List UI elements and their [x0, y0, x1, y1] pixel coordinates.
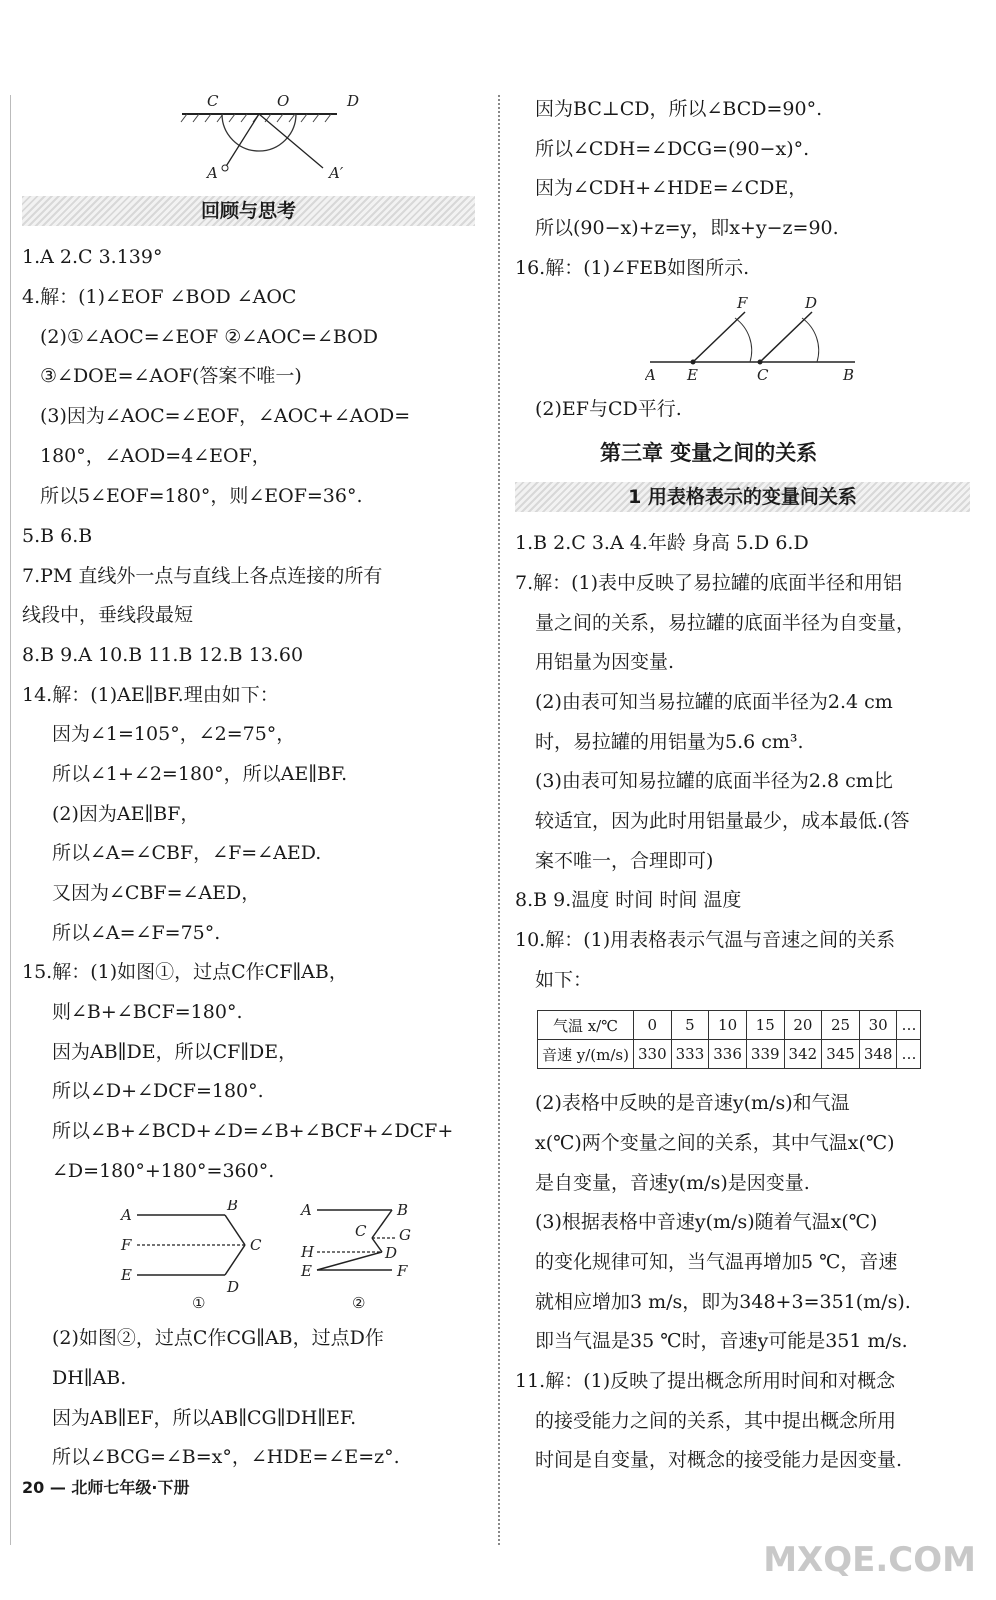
answer-line: 则∠B+∠BCF=180°.	[52, 1001, 243, 1023]
answer-line: 是自变量，音速y(m/s)是因变量.	[535, 1172, 810, 1194]
fig1-label-f: F	[121, 1236, 132, 1254]
answer-line: 所以∠1+∠2=180°，所以AE∥BF.	[52, 763, 348, 785]
figure-1	[117, 1200, 277, 1310]
answer-line: 时，易拉罐的用铝量为5.6 cm³.	[535, 731, 804, 753]
answer-line: 10.解：(1)用表格表示气温与音速之间的关系	[515, 929, 896, 951]
fig16-label-f: F	[737, 294, 748, 312]
table-cell: 333	[671, 1040, 709, 1069]
answer-line: DH∥AB.	[52, 1367, 127, 1389]
answer-line: 所以∠D+∠DCF=180°.	[52, 1080, 264, 1102]
left-margin-rule	[10, 95, 11, 1545]
table-cell: 348	[859, 1040, 897, 1069]
figure-16	[645, 292, 865, 387]
mirror-figure	[177, 92, 377, 187]
answer-line: (3)因为∠AOC=∠EOF，∠AOC+∠AOD=	[40, 405, 411, 427]
answer-line: 即当气温是35 ℃时，音速y可能是351 m/s.	[535, 1330, 908, 1352]
table-cell: 342	[784, 1040, 822, 1069]
fig-label-d: D	[347, 92, 360, 110]
fig16-label-e: E	[687, 366, 698, 384]
temperature-speed-table	[537, 1010, 921, 1069]
answer-line: 案不唯一，合理即可)	[535, 850, 714, 872]
answer-line: 15.解：(1)如图①，过点C作CF∥AB，	[22, 961, 348, 983]
fig1-label-c: C	[250, 1236, 262, 1254]
fig1-label-e: E	[121, 1266, 132, 1284]
table-cell: 30	[859, 1011, 897, 1040]
answer-line: 的变化规律可知，当气温再增加5 ℃，音速	[535, 1251, 898, 1273]
answer-line: x(℃)两个变量之间的关系，其中气温x(℃)	[535, 1132, 895, 1154]
section-title-tables: 1 用表格表示的变量间关系	[515, 482, 970, 512]
answer-line: 8.B 9.A 10.B 11.B 12.B 13.60	[22, 644, 304, 666]
answer-line: (2)表格中反映的是音速y(m/s)和气温	[535, 1092, 850, 1114]
fig-label-a: A	[207, 164, 218, 182]
answer-line: (2)①∠AOC=∠EOF ②∠AOC=∠BOD	[40, 326, 378, 348]
table-cell: 0	[633, 1011, 671, 1040]
answer-line: 11.解：(1)反映了提出概念所用时间和对概念	[515, 1370, 896, 1392]
page-footer: 20 — 北师七年级·下册	[22, 1478, 190, 1497]
table-row	[538, 1011, 921, 1040]
answer-line: 量之间的关系，易拉罐的底面半径为自变量，	[535, 612, 916, 634]
answer-line: 所以∠A=∠CBF，∠F=∠AED.	[52, 842, 322, 864]
fig2-label-b: B	[397, 1201, 409, 1219]
fig2-label-c: C	[355, 1222, 367, 1240]
table-cell: 20	[784, 1011, 822, 1040]
fig1-label-a: A	[121, 1206, 132, 1224]
answer-line: (2)因为AE∥BF，	[52, 803, 200, 825]
answer-line: 16.解：(1)∠FEB如图所示.	[515, 257, 750, 279]
answer-line: ③∠DOE=∠AOF(答案不唯一)	[40, 365, 302, 387]
answer-line: 所以∠BCG=∠B=x°，∠HDE=∠E=z°.	[52, 1446, 400, 1468]
table-cell: …	[897, 1040, 921, 1069]
column-divider	[498, 95, 500, 1545]
answer-line: 所以∠CDH=∠DCG=(90−x)°.	[535, 138, 810, 160]
table-cell: …	[897, 1011, 921, 1040]
fig16-label-a: A	[645, 366, 656, 384]
table-cell: 339	[746, 1040, 784, 1069]
fig16-label-b: B	[843, 366, 855, 384]
fig2-label-d: D	[385, 1244, 398, 1262]
answer-line: (2)由表可知当易拉罐的底面半径为2.4 cm	[535, 691, 893, 713]
answer-line: 所以∠B+∠BCD+∠D=∠B+∠BCF+∠DCF+	[52, 1120, 454, 1142]
section-title-review: 回顾与思考	[22, 196, 475, 226]
table-cell: 气温 x/℃	[538, 1011, 634, 1040]
answer-line: ∠D=180°+180°=360°.	[52, 1160, 275, 1182]
fig16-label-d: D	[805, 294, 818, 312]
answer-line: 所以∠A=∠F=75°.	[52, 922, 221, 944]
answer-line: 8.B 9.温度 时间 时间 温度	[515, 889, 742, 911]
answer-line: 7.PM 直线外一点与直线上各点连接的所有	[22, 565, 383, 587]
answer-line: (2)EF与CD平行.	[535, 398, 682, 420]
fig1-caption: ①	[192, 1294, 206, 1310]
table-cell: 15	[746, 1011, 784, 1040]
answer-line: (3)由表可知易拉罐的底面半径为2.8 cm比	[535, 770, 893, 792]
answer-line: (2)如图②，过点C作CG∥AB，过点D作	[52, 1327, 384, 1349]
table-cell: 330	[633, 1040, 671, 1069]
fig2-label-g: G	[399, 1226, 411, 1244]
answer-line: 因为∠CDH+∠HDE=∠CDE，	[535, 177, 808, 199]
answer-line: 如下：	[535, 969, 593, 991]
fig-label-o: O	[277, 92, 290, 110]
table-cell: 336	[709, 1040, 747, 1069]
table-cell: 25	[822, 1011, 860, 1040]
fig1-label-b: B	[227, 1200, 239, 1214]
table-cell: 10	[709, 1011, 747, 1040]
answer-line: 5.B 6.B	[22, 525, 93, 547]
table-cell: 345	[822, 1040, 860, 1069]
answer-line: 因为AB∥EF，所以AB∥CG∥DH∥EF.	[52, 1407, 357, 1429]
answer-line: 7.解：(1)表中反映了易拉罐的底面半径和用铝	[515, 572, 903, 594]
answer-line: 180°，∠AOD=4∠EOF，	[40, 445, 271, 467]
answer-line: 线段中，垂线段最短	[22, 604, 194, 626]
watermark: MXQE.COM	[763, 1540, 976, 1580]
fig16-label-c: C	[757, 366, 769, 384]
answer-line: 1.B 2.C 3.A 4.年龄 身高 5.D 6.D	[515, 532, 809, 554]
table-row	[538, 1040, 921, 1069]
answer-line: 的接受能力之间的关系，其中提出概念所用	[535, 1410, 897, 1432]
table-cell: 5	[671, 1011, 709, 1040]
fig-label-c: C	[207, 92, 219, 110]
answer-line: 4.解：(1)∠EOF ∠BOD ∠AOC	[22, 286, 297, 308]
fig2-label-a: A	[301, 1201, 312, 1219]
answer-line: 所以5∠EOF=180°，则∠EOF=36°.	[40, 485, 363, 507]
fig2-label-f: F	[397, 1262, 408, 1280]
answer-line: 所以(90−x)+z=y，即x+y−z=90.	[535, 217, 839, 239]
fig1-label-d: D	[227, 1278, 240, 1296]
answer-line: 又因为∠CBF=∠AED，	[52, 882, 261, 904]
answer-line: 因为AB∥DE，所以CF∥DE，	[52, 1041, 298, 1063]
answer-line: 时间是自变量，对概念的接受能力是因变量.	[535, 1449, 903, 1471]
fig2-label-e: E	[301, 1262, 312, 1280]
answer-line: 因为∠1=105°，∠2=75°，	[52, 723, 296, 745]
answer-line: 用铝量为因变量.	[535, 651, 675, 673]
table-cell: 音速 y/(m/s)	[538, 1040, 634, 1069]
answer-line: 因为BC⊥CD，所以∠BCD=90°.	[535, 98, 823, 120]
fig-label-aprime: A′	[329, 164, 344, 182]
answer-line: 较适宜，因为此时用铝量最少，成本最低.(答	[535, 810, 910, 832]
answer-line: (3)根据表格中音速y(m/s)随着气温x(℃)	[535, 1211, 878, 1233]
answer-line: 14.解：(1)AE∥BF.理由如下：	[22, 684, 279, 706]
fig2-caption: ②	[352, 1294, 366, 1310]
fig2-label-h: H	[301, 1243, 315, 1261]
figure-2	[297, 1200, 437, 1310]
chapter-title: 第三章 变量之间的关系	[600, 441, 818, 465]
answer-line: 就相应增加3 m/s，即为348+3=351(m/s).	[535, 1291, 911, 1313]
answer-line: 1.A 2.C 3.139°	[22, 246, 163, 268]
